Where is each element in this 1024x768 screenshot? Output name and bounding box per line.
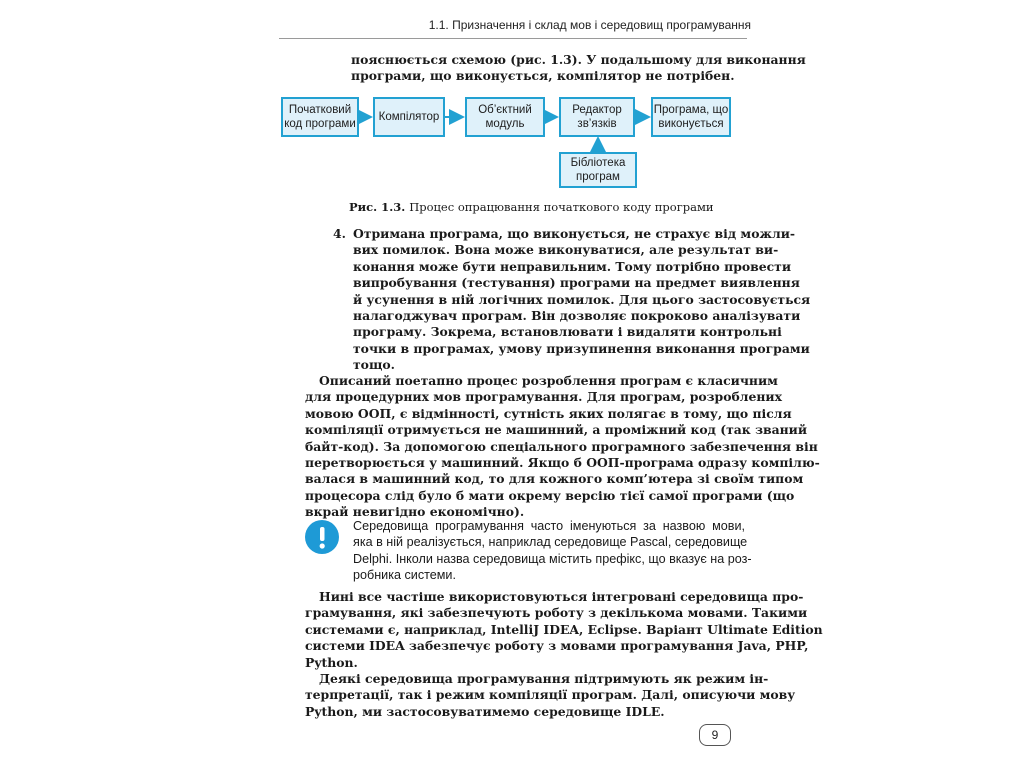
running-title: 1.1. Призначення і склад мов і середовищ програмування <box>428 18 751 32</box>
caption-text: Процес опрацювання початкового коду програми <box>409 200 714 214</box>
box-label: Початковий <box>288 104 352 116</box>
page-number: 9 <box>699 724 731 746</box>
text-line: вкрай невигідно економічно). <box>305 504 525 520</box>
text-line: програми, що виконується, компілятор не потрібен. <box>351 68 735 84</box>
text-line: вих помилок. Вона може виконуватися, але результат ви- <box>353 242 779 258</box>
text-line: й усунення в ній логічних помилок. Для цього застосовується <box>353 291 811 307</box>
text-line: випробування (тестування) програми на предмет виявлення <box>353 275 800 291</box>
text-line: Python, ми застосовуватимемо середовище IDLE. <box>305 703 665 719</box>
text-line: валася в машинний код, то для кожного комп’ютера зі своїм типом <box>305 471 804 487</box>
text-line: системи IDEA забезпечує роботу з мовами програмування Java, PHP, <box>305 638 809 654</box>
text-line: Python. <box>305 654 358 670</box>
box-source-code <box>281 97 359 137</box>
exclamation-icon <box>305 520 339 554</box>
box-compiler <box>373 97 445 137</box>
text-line: Середовища програмування часто іменуються за назвою мови, <box>353 519 745 533</box>
text-line: перетворюється у машинний. Якщо б ООП-програма одразу компілю- <box>305 455 820 471</box>
text-line: робника системи. <box>353 568 456 583</box>
paragraph-idle <box>305 671 796 720</box>
box-library <box>559 152 637 188</box>
text-line: яка в ній реалізується, наприклад середовище Pascal, середовище <box>353 535 748 550</box>
box-object-module <box>465 97 545 137</box>
box-label: модуль <box>485 118 525 130</box>
paragraph-ide <box>305 589 823 671</box>
text-line: для процедурних мов програмування. Для програм, розроблених <box>305 389 782 405</box>
text-line: пояснюється схемою (рис. 1.3). У подальшому для виконання <box>351 52 806 67</box>
note-text <box>353 518 752 584</box>
text-line: Нині все частіше використовуються інтегровані середовища про- <box>319 589 804 604</box>
text-line: Деякі середовища програмування підтримують як режим ін- <box>319 671 769 686</box>
text-line: налагоджувач програм. Він дозволяє покроково аналізувати <box>353 308 801 324</box>
paragraph-procedural <box>305 373 820 521</box>
box-label: код програми <box>284 118 356 130</box>
list-item-text <box>353 226 811 374</box>
box-label: Бібліотека <box>570 157 626 169</box>
book-page <box>273 0 823 768</box>
text-line: компіляції отримується не машинний, а проміжний код (так званий <box>305 422 808 438</box>
box-label: Редактор <box>572 104 622 116</box>
box-label: Компілятор <box>378 111 440 123</box>
box-label: виконується <box>658 118 724 130</box>
box-label: зв’язків <box>577 118 617 130</box>
text-line: точки в програмах, умову призупинення виконання програми <box>353 340 810 356</box>
caption-prefix: Рис. 1.3. <box>349 200 406 214</box>
figure-caption <box>349 200 749 214</box>
box-label: Програма, що <box>653 104 729 116</box>
box-label: програм <box>576 171 620 183</box>
box-linker <box>559 97 635 137</box>
text-line: тощо. <box>353 357 395 373</box>
text-line: програму. Зокрема, встановлювати і видаляти контрольні <box>353 324 782 340</box>
text-line: конання може бути неправильним. Тому потрібно провести <box>353 258 792 274</box>
text-line: процесора слід було б мати окрему версію тієї самої програми (що <box>305 487 795 503</box>
text-line: мовою ООП, є відмінності, сутність яких полягає в тому, що після <box>305 405 792 421</box>
text-line: системами є, наприклад, IntelliJ IDEA, Eclipse. Варіант Ultimate Edition <box>305 621 823 637</box>
text-line: грамування, які забезпечують роботу з декількома мовами. Такими <box>305 605 808 621</box>
box-executable-program <box>651 97 731 137</box>
text-line: Delphi. Інколи назва середовища містить префікс, що вказує на роз- <box>353 551 752 566</box>
text-line: терпретації, так і режим компіляції програм. Далі, описуючи мову <box>305 687 796 703</box>
text-line: Отримана програма, що виконується, не страхує від можли- <box>353 226 796 241</box>
box-label: Об’єктний <box>478 104 532 116</box>
list-number: 4. <box>333 226 346 241</box>
text-line: байт-код). За допомогою спеціального програмного забезпечення він <box>305 438 818 454</box>
text-line: Описаний поетапно процес розроблення програм є класичним <box>319 373 778 388</box>
